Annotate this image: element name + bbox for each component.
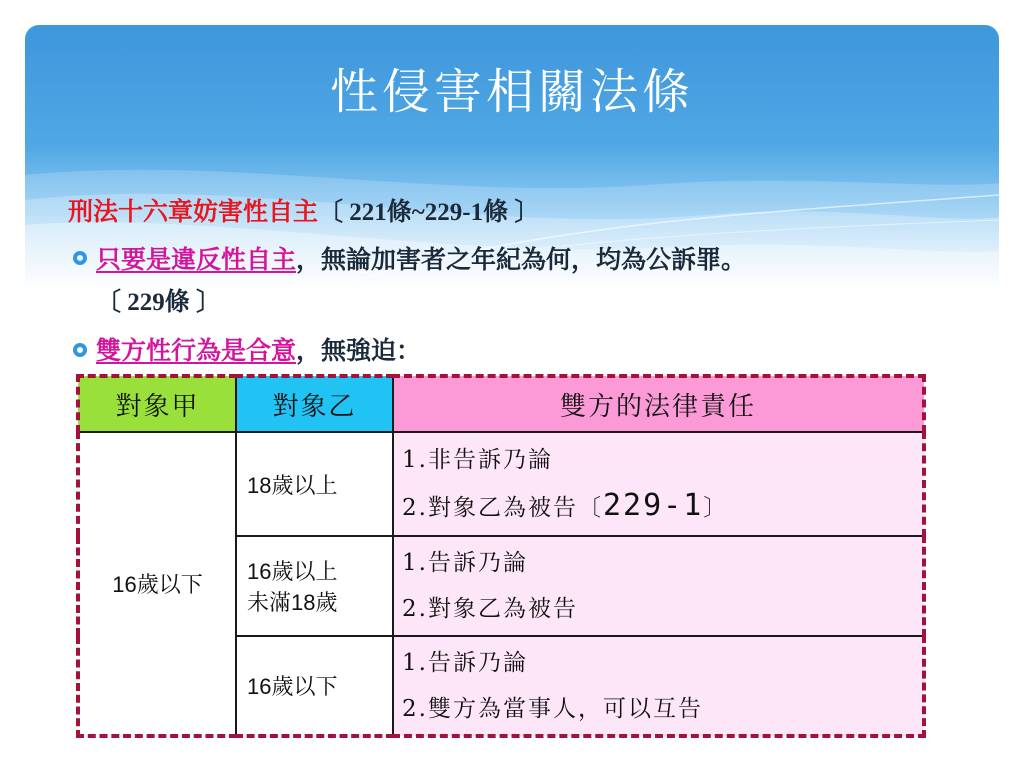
header-party-b: 對象乙 [236, 376, 393, 432]
responsibility-cell [393, 636, 924, 736]
bullet-1 [96, 243, 746, 277]
article-ref: 229-1 [602, 488, 704, 523]
bullet-2 [96, 334, 421, 368]
circle-bullet-icon [73, 343, 87, 357]
table-row [78, 432, 924, 536]
intro-ref: 〔 221條~229-1條 〕 [318, 199, 540, 226]
responsibility-cell [393, 432, 924, 536]
line-suffix: 〕 [703, 495, 729, 521]
bullet-1-text: ，無論加害者之年紀為何，均為公訴罪。 [296, 245, 747, 274]
party-b-line: 未滿18歲 [247, 590, 338, 615]
responsibility-line: 1.非告訴乃論 [402, 447, 553, 473]
intro-text: 刑法十六章妨害性自主 [68, 197, 319, 226]
party-b-cell: 16歲以下 [236, 636, 393, 736]
bullet-1-ref: 〔 229條 〕 [96, 289, 222, 316]
responsibility-line: 1.告訴乃論 [402, 649, 528, 676]
bullet-2-text: ，無強迫： [296, 336, 422, 365]
responsibility-line: 2.雙方為當事人，可以互告 [402, 695, 703, 722]
party-b-cell: 18歲以上 [236, 432, 393, 536]
header-responsibility: 雙方的法律責任 [393, 376, 924, 432]
page-title: 性侵害相關法條 [329, 64, 694, 120]
party-b-cell [236, 536, 393, 636]
circle-bullet-icon [73, 251, 87, 265]
header-party-a: 對象甲 [78, 376, 236, 432]
legal-responsibility-table [76, 374, 926, 738]
line-prefix: 2.對象乙為被告〔 [402, 495, 603, 521]
intro-line [68, 195, 539, 230]
responsibility-line [402, 483, 922, 531]
party-a-cell: 16歲以下 [78, 432, 236, 736]
responsibility-line: 2.對象乙為被告 [402, 596, 578, 622]
bullet-2-highlight: 雙方性行為是合意 [96, 336, 297, 365]
party-b-line: 16歲以上 [247, 559, 338, 584]
responsibility-line: 1.告訴乃論 [402, 550, 528, 576]
table-header-row [78, 376, 924, 432]
bullet-1-highlight: 只要是違反性自主 [96, 245, 297, 274]
responsibility-cell [393, 536, 924, 636]
